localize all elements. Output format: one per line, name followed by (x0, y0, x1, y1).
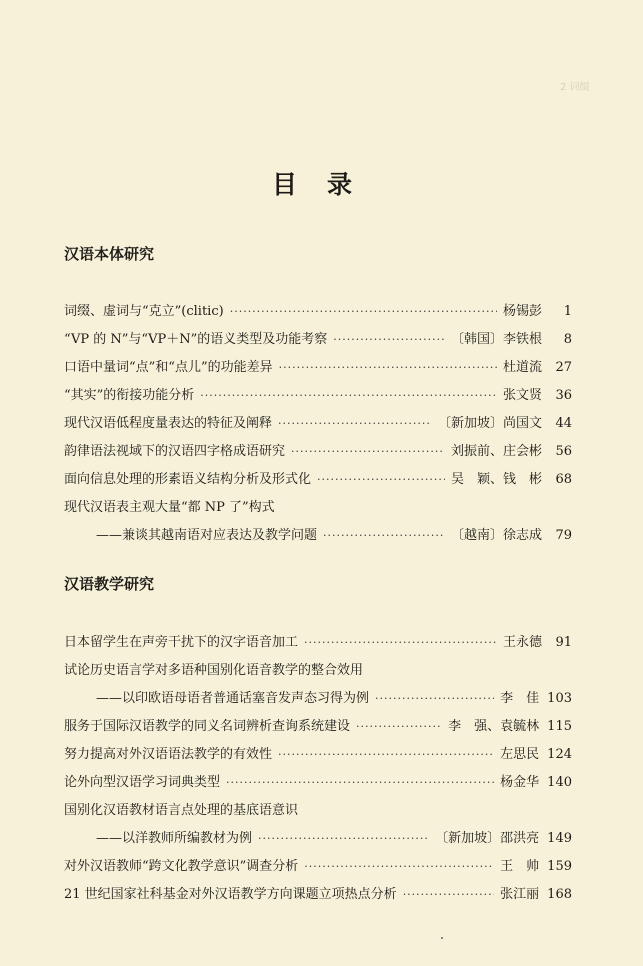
leader-dots (278, 417, 432, 430)
entry-page: 27 (555, 360, 572, 375)
toc-entry (64, 771, 572, 791)
entry-title: “其实”的衔接功能分析 (64, 388, 195, 403)
entry-title: 论外向型汉语学习词典类型 (64, 775, 221, 790)
entry-page: 36 (555, 388, 572, 403)
speck (441, 937, 443, 939)
entry-author: 〔韩国〕李铁根 (450, 332, 542, 347)
entry-author: 王永德 (502, 635, 542, 650)
entry-title: 韵律语法视域下的汉语四字格成语研究 (64, 444, 286, 459)
entry-author: 王 帅 (500, 859, 540, 874)
entry-page: 79 (555, 528, 572, 543)
leader-dots (323, 529, 445, 542)
entry-title: “VP 的 N”与“VP＋N”的语义类型及功能考察 (64, 332, 328, 347)
leader-dots (317, 473, 445, 486)
entry-page: 159 (547, 859, 572, 874)
entry-title: 面向信息处理的形素语义结构分析及形式化 (64, 472, 312, 487)
toc-entry (64, 384, 572, 404)
entry-page: 168 (547, 887, 572, 902)
entry-page: 115 (547, 719, 572, 734)
entry-author: 杜道流 (502, 360, 542, 375)
toc-entry-title-line: 试论历史语言学对多语种国别化语音教学的整合效用 (64, 663, 364, 678)
entry-page: 68 (555, 472, 572, 487)
entry-author: 〔新加坡〕邵洪亮 (435, 831, 540, 846)
leader-dots (375, 692, 494, 705)
entry-page: 149 (547, 831, 572, 846)
header-mark: 2 词缀 (560, 82, 590, 93)
entry-author: 李 强、袁毓林 (448, 719, 540, 734)
entry-author: 〔新加坡〕尚国文 (437, 416, 542, 431)
entry-author: 左思民 (500, 747, 540, 762)
section-heading-teaching: 汉语教学研究 (64, 575, 155, 593)
toc-entry-title-line: 国别化汉语教材语言点处理的基底语意识 (64, 803, 299, 818)
entry-page: 140 (547, 775, 572, 790)
leader-dots (278, 748, 494, 761)
entry-title: 服务于国际汉语教学的同义名词辨析查询系统建设 (64, 719, 351, 734)
toc-entry-subtitle (96, 827, 572, 847)
toc-entry (64, 883, 572, 903)
toc-entry-subtitle (96, 687, 572, 707)
entry-title: 词缀、虚词与“克立”(clitic) (64, 304, 224, 319)
toc-entry (64, 468, 572, 488)
entry-subtitle: ——兼谈其越南语对应表达及教学问题 (96, 528, 318, 543)
entry-title: 对外汉语教师“跨文化教学意识”调查分析 (64, 859, 299, 874)
entry-page: 56 (555, 444, 572, 459)
leader-dots (200, 389, 497, 402)
leader-dots (230, 305, 497, 318)
entry-title: 现代汉语低程度量表达的特征及阐释 (64, 416, 273, 431)
toc-entry (64, 631, 572, 651)
entry-page: 103 (547, 691, 572, 706)
toc-entry (64, 715, 572, 735)
entry-page: 8 (563, 332, 572, 347)
leader-dots (403, 888, 494, 901)
toc-entry (64, 328, 572, 348)
entry-author: 吴 颖、钱 彬 (450, 472, 542, 487)
entry-title: 日本留学生在声旁干扰下的汉字语音加工 (64, 635, 299, 650)
page-title: 目录 (272, 170, 383, 199)
toc-entry (64, 300, 572, 320)
entry-page: 1 (563, 304, 572, 319)
entry-author: 刘振前、庄会彬 (450, 444, 542, 459)
leader-dots (304, 636, 497, 649)
leader-dots (333, 333, 445, 346)
entry-subtitle: ——以洋教师所编教材为例 (96, 831, 253, 846)
entry-author: 张江丽 (500, 887, 540, 902)
entry-page: 124 (547, 747, 572, 762)
leader-dots (356, 720, 442, 733)
toc-entry-title-line: 现代汉语表主观大量“都 NP 了”构式 (64, 500, 275, 515)
leader-dots (304, 860, 494, 873)
toc-entry-subtitle (96, 524, 572, 544)
entry-subtitle: ——以印欧语母语者普通话塞音发声态习得为例 (96, 691, 370, 706)
entry-author: 杨金华 (500, 775, 540, 790)
entry-title: 努力提高对外汉语语法教学的有效性 (64, 747, 273, 762)
entry-page: 91 (555, 635, 572, 650)
section-heading-ontology: 汉语本体研究 (64, 245, 155, 263)
entry-title: 21 世纪国家社科基金对外汉语教学方向课题立项热点分析 (64, 887, 397, 902)
toc-entry (64, 412, 572, 432)
leader-dots (258, 832, 429, 845)
toc-entry (64, 356, 572, 376)
entry-author: 杨锡彭 (502, 304, 542, 319)
toc-entry (64, 743, 572, 763)
toc-entry (64, 440, 572, 460)
entry-page: 44 (555, 416, 572, 431)
entry-author: 李 佳 (500, 691, 540, 706)
entry-author: 张文贤 (502, 388, 542, 403)
toc-entry (64, 855, 572, 875)
leader-dots (291, 445, 445, 458)
leader-dots (279, 361, 497, 374)
entry-title: 口语中量词“点”和“点儿”的功能差异 (64, 360, 273, 375)
entry-author: 〔越南〕徐志成 (450, 528, 542, 543)
leader-dots (226, 776, 494, 789)
